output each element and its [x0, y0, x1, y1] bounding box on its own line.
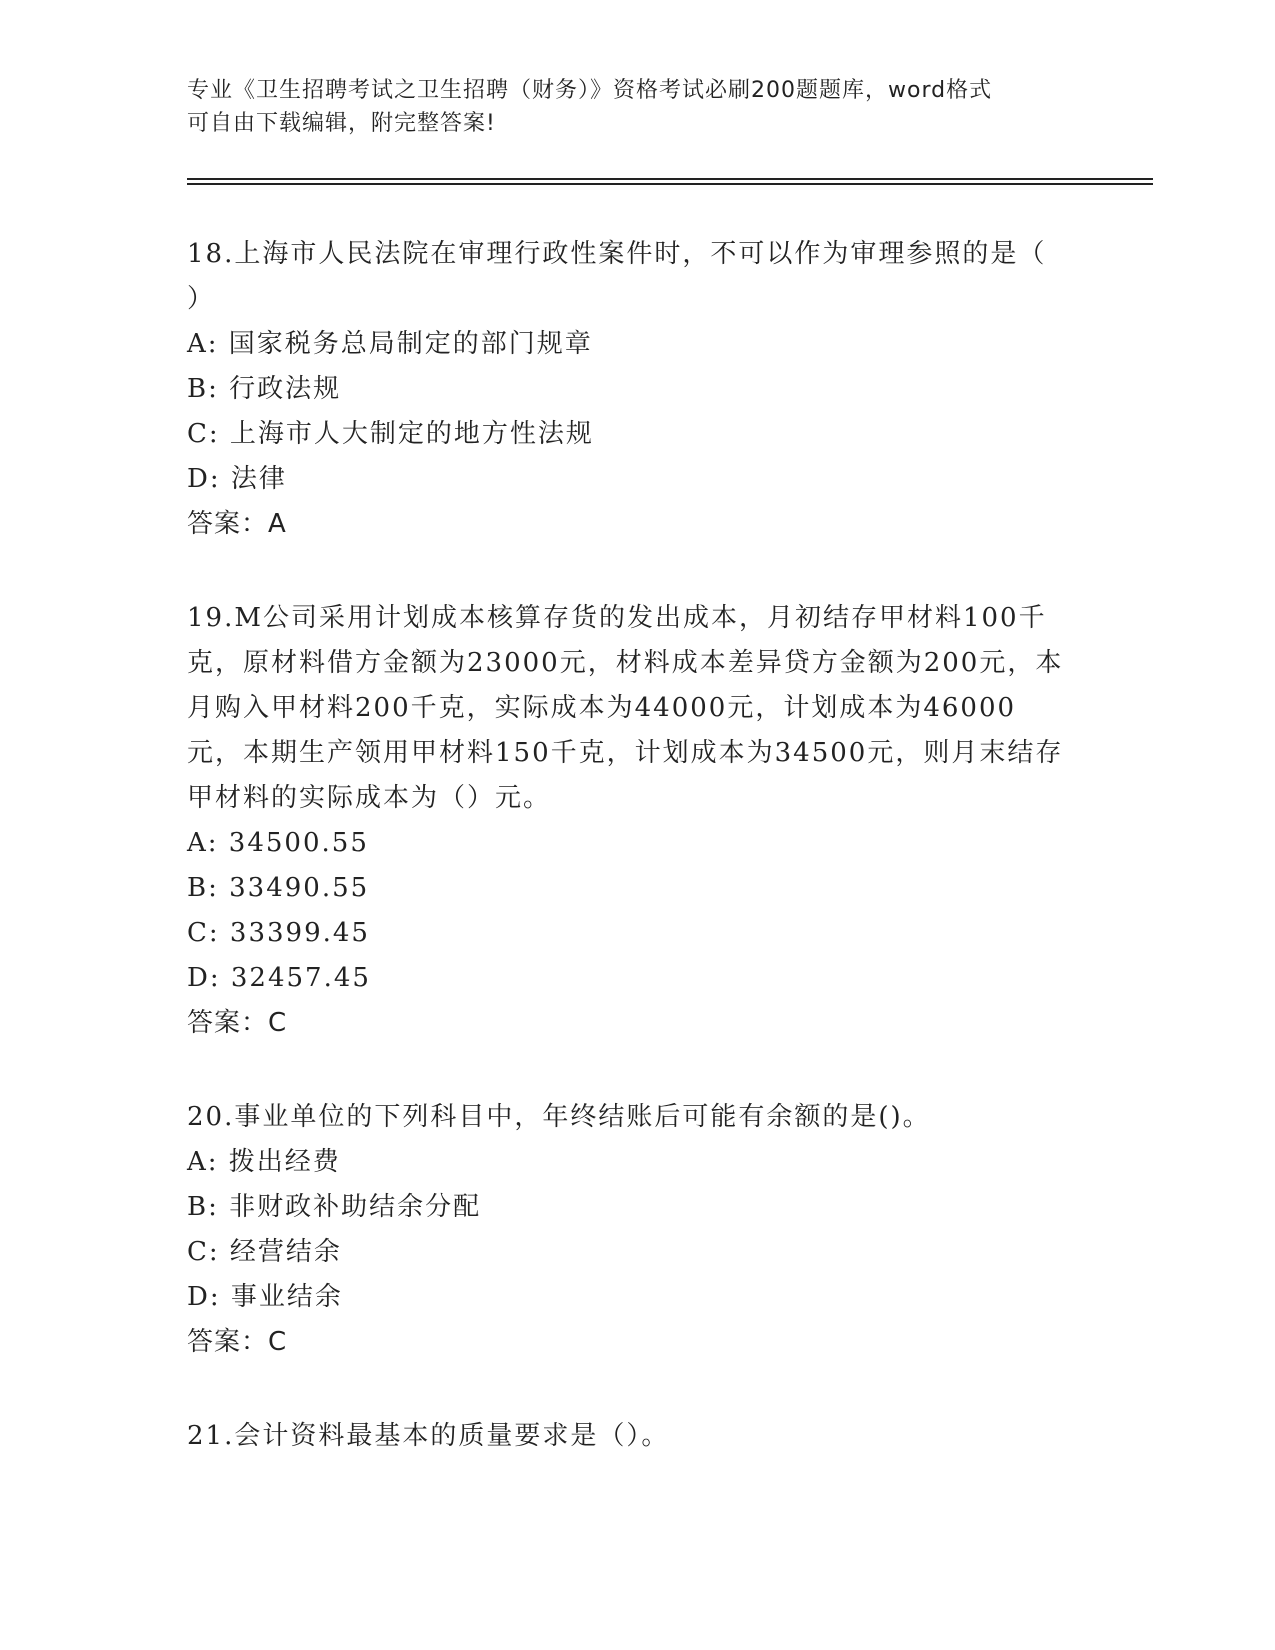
option-a: A: 拨出经费 [187, 1147, 341, 1177]
option-c: C: 33399.45 [187, 918, 370, 948]
question-21 [187, 1414, 1067, 1459]
answer-label: 答案：A [187, 509, 287, 539]
option-d: D: 法律 [187, 464, 287, 494]
option-c: C: 上海市人大制定的地方性法规 [187, 419, 594, 449]
question-stem: 19.M公司采用计划成本核算存货的发出成本，月初结存甲材料100千克，原材料借方金额为23000元，材料成本差异贷方金额为200元，本月购入甲材料200千克，实际成本为44000元，计划成本为46000元，本期生产领用甲材料150千克，计划成本为34500元，则月末结存甲材料的实际成本为（）元。 [187, 603, 1064, 813]
option-a: A: 国家税务总局制定的部门规章 [187, 329, 593, 359]
question-stem: 18.上海市人民法院在审理行政性案件时，不可以作为审理参照的是（ ） [187, 239, 1047, 314]
header-line-2: 可自由下载编辑，附完整答案! [187, 111, 496, 136]
header-divider-top [187, 178, 1153, 180]
question-stem: 21.会计资料最基本的质量要求是（）。 [187, 1421, 670, 1451]
option-b: B: 非财政补助结余分配 [187, 1192, 482, 1222]
option-c: C: 经营结余 [187, 1237, 342, 1267]
question-stem: 20.事业单位的下列科目中，年终结账后可能有余额的是()。 [187, 1102, 931, 1132]
header-divider-bottom [187, 183, 1153, 185]
option-d: D: 32457.45 [187, 963, 371, 993]
option-d: D: 事业结余 [187, 1282, 343, 1312]
question-list [187, 232, 1067, 1459]
question-18 [187, 232, 1067, 547]
document-header [187, 74, 1067, 140]
header-line-1: 专业《卫生招聘考试之卫生招聘（财务）》资格考试必刷200题题库，word格式 [187, 78, 993, 103]
answer-label: 答案：C [187, 1008, 288, 1038]
option-a: A: 34500.55 [187, 828, 369, 858]
option-b: B: 33490.55 [187, 873, 370, 903]
question-19 [187, 596, 1067, 1046]
answer-label: 答案：C [187, 1327, 288, 1357]
option-b: B: 行政法规 [187, 374, 342, 404]
question-20 [187, 1095, 1067, 1365]
